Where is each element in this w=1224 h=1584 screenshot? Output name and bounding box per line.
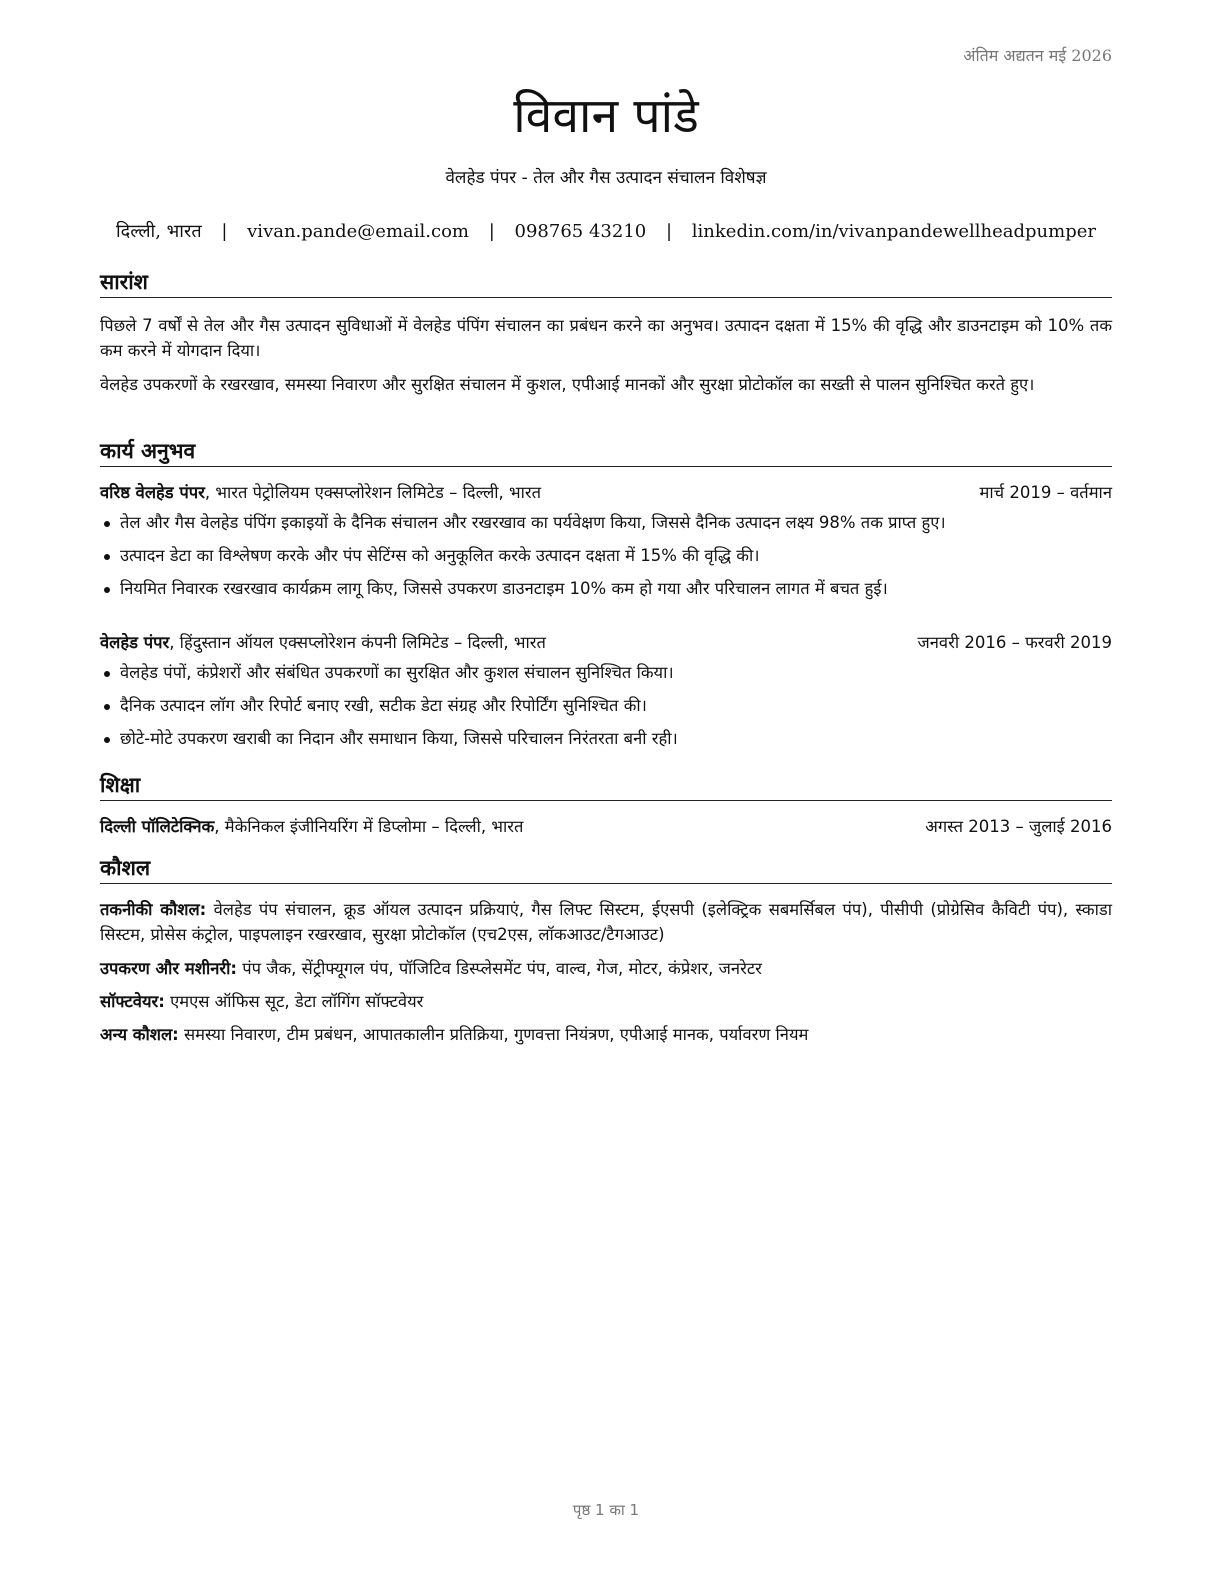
job-dates: मार्च 2019 – वर्तमान	[979, 483, 1112, 502]
skill-line	[100, 897, 1112, 947]
education-school: दिल्ली पॉलिटेक्निक	[100, 817, 215, 836]
page-number: पृष्ठ 1 का 1	[572, 1501, 640, 1519]
job-bullets	[100, 660, 1112, 759]
contact-line	[100, 219, 1112, 245]
job-header	[100, 480, 1112, 506]
resume-page	[100, 0, 1112, 1584]
section-title-summary: सारांश	[100, 268, 1112, 298]
list-item: दैनिक उत्पादन लॉग और रिपोर्ट बनाए रखी, सटीक डेटा संग्रह और रिपोर्टिंग सुनिश्चित की।	[100, 693, 1112, 719]
skill-value: एमएस ऑफिस सूट, डेटा लॉगिंग सॉफ्टवेयर	[164, 992, 424, 1011]
contact-location: दिल्ली, भारत	[116, 221, 202, 242]
list-item: नियमित निवारक रखरखाव कार्यक्रम लागू किए, जिससे उपकरण डाउनटाइम 10% कम हो गया और परिचालन लागत में बचत हुई।	[100, 576, 1112, 602]
education-degree: , मैकेनिकल इंजीनियरिंग में डिप्लोमा – दिल्ली, भारत	[214, 817, 524, 836]
contact-email[interactable]: vivan.pande@email.com	[247, 221, 469, 242]
skill-value: पंप जैक, सेंट्रीफ्यूगल पंप, पॉजिटिव डिस्प्लेसमेंट पंप, वाल्व, गेज, मोटर, कंप्रेशर, जनरेटर	[237, 959, 762, 978]
contact-separator: |	[221, 221, 228, 242]
skill-line	[100, 956, 1112, 981]
section-title-skills: कौशल	[100, 854, 1112, 884]
contact-linkedin[interactable]: linkedin.com/in/vivanpandewellheadpumper	[691, 221, 1096, 242]
job-bullets	[100, 510, 1112, 609]
job-role: वेलहेड पंपर	[100, 633, 170, 652]
skill-label: सॉफ्टवेयर:	[100, 992, 165, 1011]
last-updated: अंतिम अद्यतन मई 2026	[963, 46, 1112, 65]
job-header	[100, 630, 1112, 656]
candidate-subtitle: वेलहेड पंपर - तेल और गैस उत्पादन संचालन विशेषज्ञ	[445, 168, 767, 188]
skill-line	[100, 989, 1112, 1014]
contact-separator: |	[488, 221, 495, 242]
skill-value: वेलहेड पंप संचालन, क्रूड ऑयल उत्पादन प्रक्रियाएं, गैस लिफ्ट सिस्टम, ईएसपी (इलेक्ट्रिक सबमर्सिबल पंप), पीसीपी (प्रोग्रेसिव कैविटी पंप), स्काडा सिस्टम, प्रोसेस कंट्रोल, पाइपलाइन रखरखाव, सुरक्षा प्रोटोकॉल (एच2एस, लॉकआउट/टैगआउट)	[100, 900, 1112, 944]
skill-label: तकनीकी कौशल:	[100, 900, 207, 919]
list-item: उत्पादन डेटा का विश्लेषण करके और पंप सेटिंग्स को अनुकूलित करके उत्पादन दक्षता में 15% की वृद्धि की।	[100, 543, 1112, 569]
skill-value: समस्या निवारण, टीम प्रबंधन, आपातकालीन प्रतिक्रिया, गुणवत्ता नियंत्रण, एपीआई मानक, पर्यावरण नियम	[178, 1025, 809, 1044]
skill-label: उपकरण और मशीनरी:	[100, 959, 238, 978]
job-dates: जनवरी 2016 – फरवरी 2019	[917, 633, 1112, 652]
summary-paragraph: वेलहेड उपकरणों के रखरखाव, समस्या निवारण और सुरक्षित संचालन में कुशल, एपीआई मानकों और सुरक्षा प्रोटोकॉल का सख्ती से पालन सुनिश्चित करते हुए।	[100, 375, 1035, 394]
education-dates: अगस्त 2013 – जुलाई 2016	[925, 817, 1112, 836]
list-item: वेलहेड पंपों, कंप्रेशरों और संबंधित उपकरणों का सुरक्षित और कुशल संचालन सुनिश्चित किया।	[100, 660, 1112, 686]
section-title-education: शिक्षा	[100, 771, 1112, 801]
summary-paragraph: पिछले 7 वर्षों से तेल और गैस उत्पादन सुविधाओं में वेलहेड पंपिंग संचालन का प्रबंधन करने का अनुभव। उत्पादन दक्षता में 15% की वृद्धि और डाउनटाइम को 10% तक कम करने में योगदान दिया।	[100, 316, 1112, 360]
contact-phone[interactable]: 098765 43210	[514, 221, 647, 242]
section-title-experience: कार्य अनुभव	[100, 437, 1112, 467]
skill-line	[100, 1022, 1112, 1047]
job-organization: , भारत पेट्रोलियम एक्सप्लोरेशन लिमिटेड – दिल्ली, भारत	[204, 483, 542, 502]
contact-separator: |	[665, 221, 673, 242]
candidate-name: विवान पांडे	[513, 88, 699, 144]
list-item: तेल और गैस वेलहेड पंपिंग इकाइयों के दैनिक संचालन और रखरखाव का पर्यवेक्षण किया, जिससे दैनिक उत्पादन लक्ष्य 98% तक प्राप्त हुए।	[100, 510, 1112, 536]
list-item: छोटे-मोटे उपकरण खराबी का निदान और समाधान किया, जिससे परिचालन निरंतरता बनी रही।	[100, 726, 1112, 752]
job-role: वरिष्ठ वेलहेड पंपर	[100, 483, 205, 502]
skill-label: अन्य कौशल:	[100, 1025, 179, 1044]
education-entry	[100, 814, 1112, 840]
job-organization: , हिंदुस्तान ऑयल एक्सप्लोरेशन कंपनी लिमिटेड – दिल्ली, भारत	[169, 633, 546, 652]
